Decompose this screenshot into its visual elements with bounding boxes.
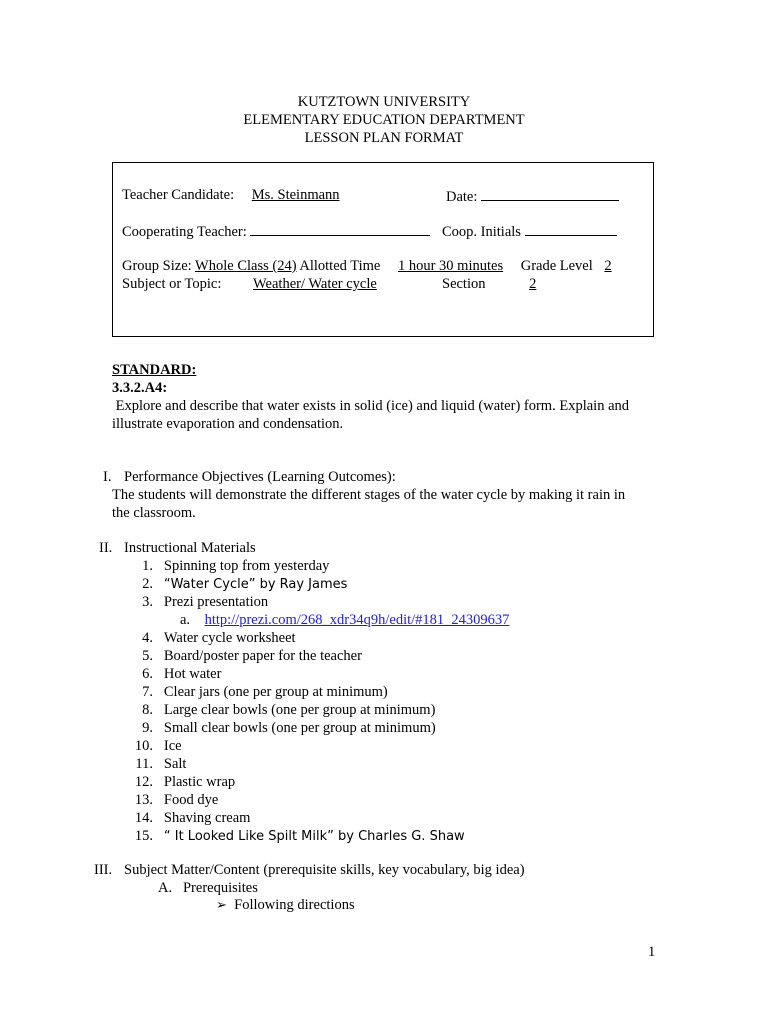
group-size-row xyxy=(122,257,616,275)
section-3-numeral: III. xyxy=(94,862,113,878)
coop-teacher-blank xyxy=(250,221,430,236)
coop-teacher-label: Cooperating Teacher: xyxy=(122,224,247,240)
standard-text-line1: Explore and describe that water exists in solid (ice) and liquid (water) form. Explain and xyxy=(112,398,630,414)
arrow-bullet-icon: ➢ xyxy=(216,898,227,913)
section-2-numeral: II. xyxy=(99,540,113,556)
section-2-title: Instructional Materials xyxy=(124,540,256,556)
material-item-7: 7. Clear jars (one per group at minimum) xyxy=(142,684,388,700)
material-item-10: 10. Ice xyxy=(134,738,182,754)
standard-text-line2: illustrate evaporation and condensation. xyxy=(112,416,344,432)
date-label: Date: xyxy=(446,189,478,205)
material-item-14: 14. Shaving cream xyxy=(134,810,251,826)
material-item-1: 1. Spinning top from yesterday xyxy=(142,558,330,574)
material-item-4: 4. Water cycle worksheet xyxy=(142,630,296,646)
section-1-numeral: I. xyxy=(103,469,112,485)
grade-level-value: 2 xyxy=(604,258,612,274)
section-3-sub-a: A. Prerequisites xyxy=(158,880,258,896)
section-3-bullet: ➢ Following directions xyxy=(216,897,355,913)
teacher-label: Teacher Candidate: xyxy=(122,187,235,203)
material-item-12: 12. Plastic wrap xyxy=(134,774,236,790)
group-size-label: Group Size: xyxy=(122,258,192,274)
group-size-value: Whole Class (24) xyxy=(195,258,297,274)
teacher-row xyxy=(122,186,428,204)
coop-initials-row xyxy=(442,221,617,241)
coop-teacher-row xyxy=(122,221,430,241)
department-title: ELEMENTARY EDUCATION DEPARTMENT xyxy=(243,112,525,128)
date-row xyxy=(446,186,619,206)
section-1-text-line2: the classroom. xyxy=(112,505,196,521)
material-item-15: 15. “ It Looked Like Spilt Milk” by Charles G. Shaw xyxy=(134,828,465,844)
material-item-6: 6. Hot water xyxy=(142,666,222,682)
section-1-title: Performance Objectives (Learning Outcomes): xyxy=(124,469,396,485)
subject-row xyxy=(122,275,431,293)
section-label: Section xyxy=(442,276,486,292)
material-item-5: 5. Board/poster paper for the teacher xyxy=(142,648,362,664)
document-title: LESSON PLAN FORMAT xyxy=(304,130,464,146)
material-item-13: 13. Food dye xyxy=(134,792,219,808)
section-3-title: Subject Matter/Content (prerequisite skills, key vocabulary, big idea) xyxy=(124,862,525,878)
coop-initials-label: Coop. Initials xyxy=(442,224,521,240)
material-item-3: 3. Prezi presentation xyxy=(142,594,269,610)
grade-level-label: Grade Level xyxy=(520,258,593,274)
material-sub-item-a: a. http://prezi.com/268_xdr34q9h/edit/#181_24309637 xyxy=(180,612,510,628)
standard-code: 3.3.2.A4: xyxy=(112,380,168,396)
material-item-11: 11. Salt xyxy=(135,756,187,772)
allotted-time-value: 1 hour 30 minutes xyxy=(397,258,504,274)
teacher-value: Ms. Steinmann xyxy=(251,187,340,203)
coop-initials-blank xyxy=(525,221,617,236)
date-blank xyxy=(481,186,619,201)
material-item-8: 8. Large clear bowls (one per group at minimum) xyxy=(142,702,436,718)
subject-label: Subject or Topic: xyxy=(122,276,222,292)
standard-heading: STANDARD: xyxy=(112,362,197,378)
section-1-text-line1: The students will demonstrate the different stages of the water cycle by making it rain in xyxy=(112,487,626,503)
page-number: 1 xyxy=(648,944,656,960)
section-value: 2 xyxy=(529,276,537,292)
material-item-9: 9. Small clear bowls (one per group at minimum) xyxy=(142,720,436,736)
material-item-2: 2. “Water Cycle” by Ray James xyxy=(142,576,348,592)
subject-value: Weather/ Water cycle xyxy=(253,276,377,292)
prezi-link[interactable]: http://prezi.com/268_xdr34q9h/edit/#181_24309637 xyxy=(204,612,510,628)
allotted-time-label: Allotted Time xyxy=(299,258,381,274)
section-row xyxy=(442,275,619,293)
university-title: KUTZTOWN UNIVERSITY xyxy=(297,94,471,110)
